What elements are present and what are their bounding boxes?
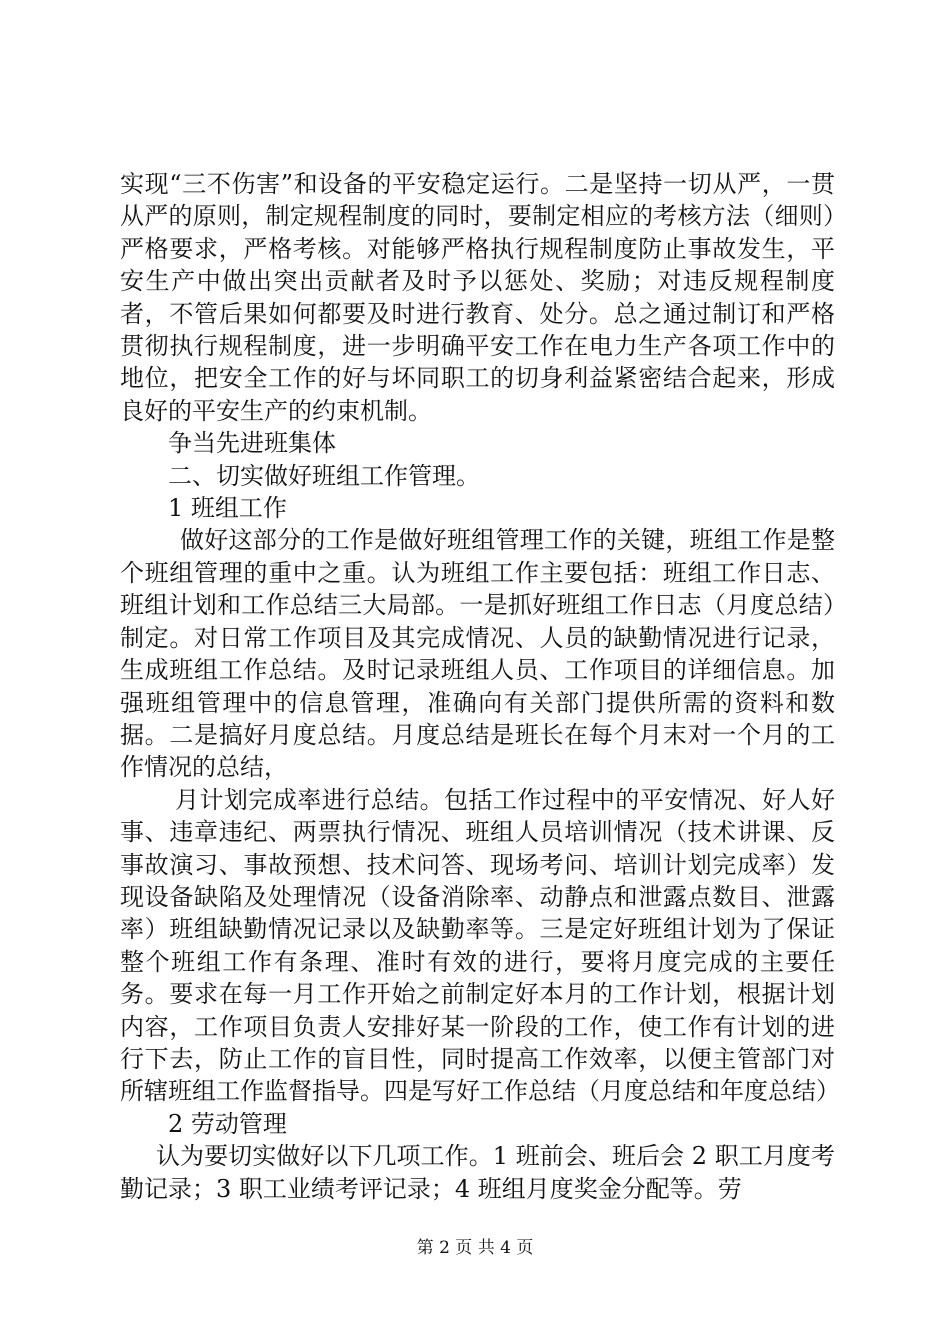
subsection-heading-labor-management: 2 劳动管理	[168, 1109, 287, 1138]
subsection-heading-team-work: 1 班组工作	[168, 494, 287, 523]
paragraph-team-work: 做好这部分的工作是做好班组管理工作的关键，班组工作是整个班组管理的重中之重。认为班组工作主要包括：班组工作日志、班组计划和工作总结三大局部。一是抓好班组工作日志（月度总结）制定。对日常工作项目及其完成情况、人员的缺勤情况进行记录，生成班组工作总结。及时记录班组人员、工作项目的详细信息。加强班组管理中的信息管理，准确向有关部门提供所需的资料和数据。二是搞好月度总结。月度总结是班长在每个月末对一个月的工作情况的总结，	[120, 526, 835, 782]
paragraph-safety-rules: 实现“三不伤害”和设备的平安稳定运行。二是坚持一切从严，一贯从严的原则，制定规程制度的同时，要制定相应的考核方法（细则）严格要求，严格考核。对能够严格执行规程制度防止事故发生，平安生产中做出突出贡献者及时予以惩处、奖励；对违反规程制度者，不管后果如何都要及时进行教育、处分。总之通过制订和严格贯彻执行规程制度，进一步明确平安工作在电力生产各项工作中的地位，把安全工作的好与坏同职工的切身利益紧密结合起来，形成良好的平安生产的约束机制。	[120, 170, 835, 425]
document-body	[120, 168, 840, 1205]
page-footer: 第 2 页 共 4 页	[416, 1238, 534, 1258]
paragraph-advanced-team: 争当先进班集体	[168, 429, 336, 458]
paragraph-labor-management: 认为要切实做好以下几项工作。1 班前会、班后会 2 职工月度考勤记录；3 职工业绩考评记录；4 班组月度奖金分配等。劳	[120, 1142, 835, 1203]
section-heading-team-management: 二、切实做好班组工作管理。	[168, 461, 480, 490]
paragraph-monthly-plan: 月计划完成率进行总结。包括工作过程中的平安情况、好人好事、违章违纪、两票执行情况、班组人员培训情况（技术讲课、反事故演习、事故预想、技术问答、现场考问、培训计划完成率）发现设备缺陷及处理情况（设备消除率、动静点和泄露点数目、泄露率）班组缺勤情况记录以及缺勤率等。三是定好班组计划为了保证整个班组工作有条理、准时有效的进行，要将月度完成的主要任务。要求在每一月工作开始之前制定好本月的工作计划，根据计划内容，工作项目负责人安排好某一阶段的工作，使工作有计划的进行下去，防止工作的盲目性，同时提高工作效率，以便主管部门对所辖班组工作监督指导。四是写好工作总结（月度总结和年度总结）	[120, 785, 840, 1106]
